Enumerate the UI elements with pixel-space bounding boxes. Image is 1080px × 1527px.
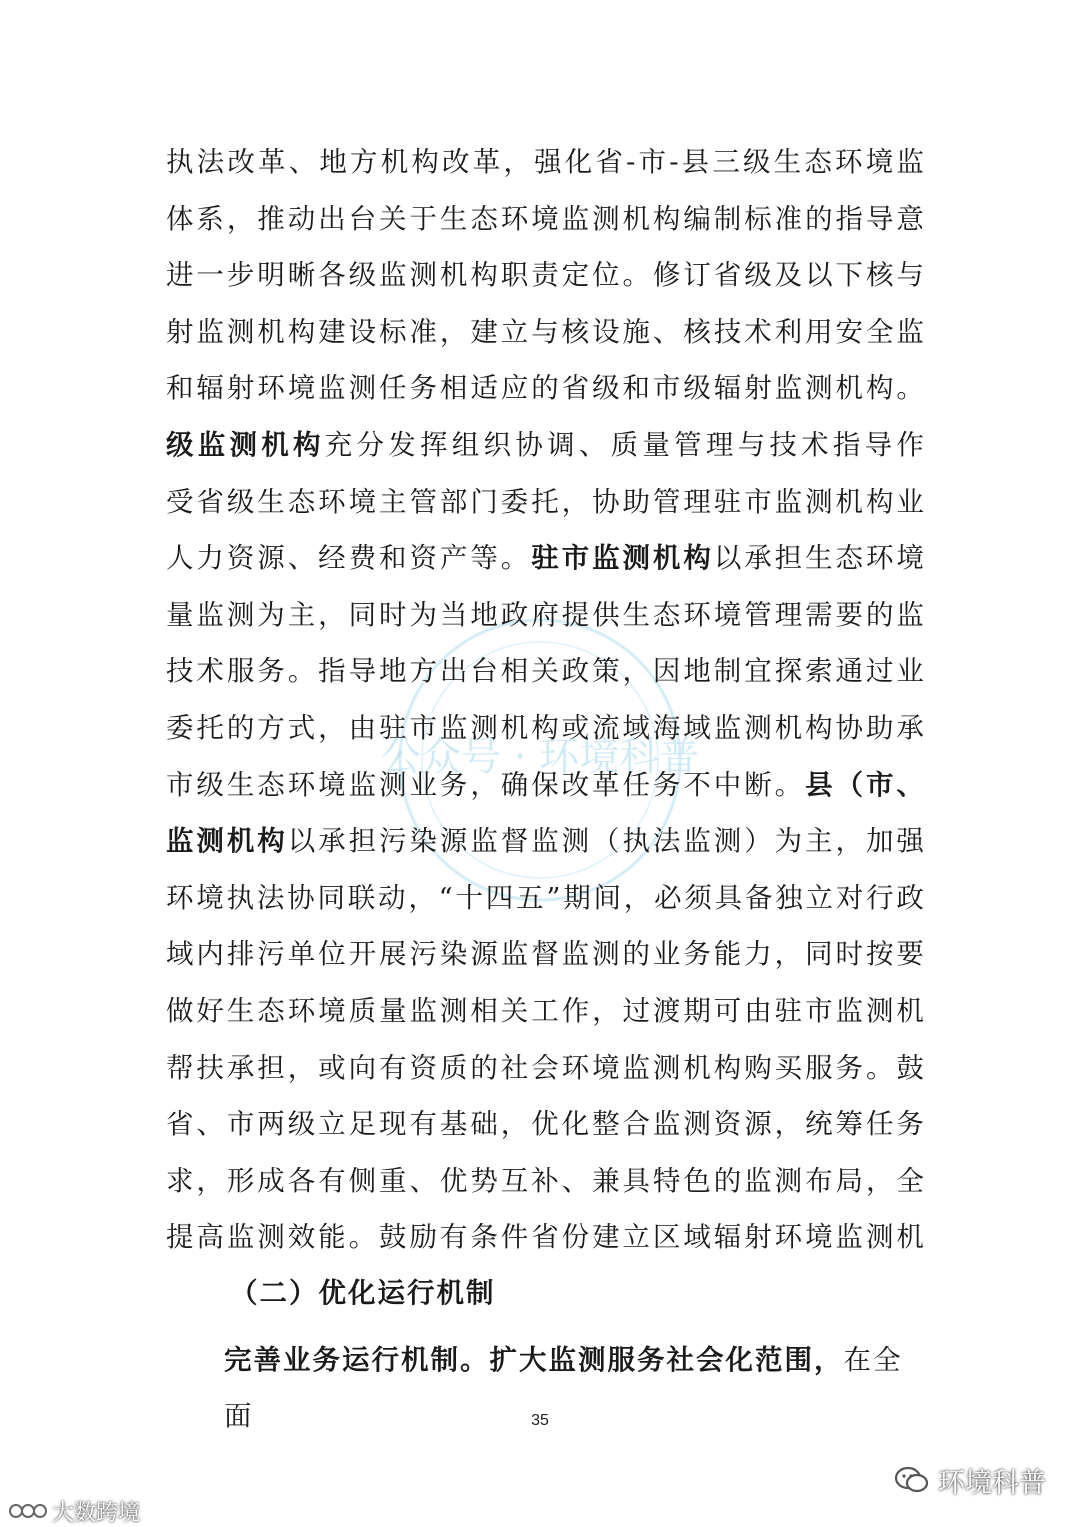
text-line bbox=[166, 926, 926, 983]
watermark-text: 公众号 · 环境科普 bbox=[380, 734, 700, 780]
text-line bbox=[166, 1209, 926, 1266]
text-line bbox=[166, 530, 926, 587]
text-line bbox=[166, 417, 926, 474]
text-line bbox=[166, 813, 926, 870]
text-line bbox=[166, 870, 926, 927]
bold-text: 驻市监测机构 bbox=[531, 542, 714, 575]
text-segment: 委托的方式，由驻市监测机构或流域海域监测机构协助承 bbox=[166, 711, 926, 744]
text-segment: 以承担生态环境 bbox=[713, 542, 926, 575]
text-segment: 做好生态环境质量监测相关工作，过渡期可由驻市监测机 bbox=[166, 994, 926, 1027]
text-segment: 求，形成各有侧重、优势互补、兼具特色的监测布局，全 bbox=[166, 1164, 926, 1197]
text-segment: 域内排污单位开展污染源监督监测的业务能力，同时按要 bbox=[166, 938, 926, 971]
text-line bbox=[166, 757, 926, 814]
text-line bbox=[166, 1153, 926, 1210]
logo-icon bbox=[8, 1500, 48, 1522]
brand-left-label: 大数跨境 bbox=[52, 1500, 141, 1526]
page-number: 35 bbox=[531, 1412, 549, 1429]
text-segment: 执法改革、地方机构改革，强化省-市-县三级生态环境监 bbox=[166, 146, 926, 178]
bold-text: 级监测机构 bbox=[166, 428, 325, 461]
text-line bbox=[166, 1096, 926, 1153]
text-segment: 环境执法协同联动，“十四五”期间，必须具备独立对行政 bbox=[166, 881, 926, 914]
text-line bbox=[166, 304, 926, 361]
text-segment: 省、市两级立足现有基础，优化整合监测资源，统筹任务 bbox=[166, 1108, 926, 1141]
body-paragraph bbox=[166, 134, 926, 1266]
text-line bbox=[166, 700, 926, 757]
text-segment: 充分发挥组织协调、质量管理与技术指导作 bbox=[324, 428, 926, 461]
text-segment: 量监测为主，同时为当地政府提供生态环境管理需要的监 bbox=[166, 598, 926, 631]
text-line bbox=[166, 983, 926, 1040]
text-segment: 帮扶承担，或向有资质的社会环境监测机构购买服务。鼓 bbox=[166, 1051, 926, 1084]
text-line bbox=[166, 360, 926, 417]
text-line bbox=[166, 247, 926, 304]
text-segment: 射监测机构建设标准，建立与核设施、核技术利用安全监 bbox=[166, 315, 926, 348]
text-line bbox=[166, 191, 926, 248]
text-segment: 市级生态环境监测业务，确保改革任务不中断。 bbox=[166, 768, 806, 801]
last-paragraph-text: 在全面 bbox=[224, 1344, 903, 1432]
text-segment: 进一步明晰各级监测机构职责定位。修订省级及以下核与 bbox=[166, 259, 926, 292]
text-line bbox=[166, 1040, 926, 1097]
text-segment: 受省级生态环境主管部门委托，协助管理驻市监测机构业 bbox=[166, 485, 926, 518]
text-line bbox=[166, 587, 926, 644]
text-segment: 以承担污染源监督监测（执法监测）为主，加强 bbox=[287, 825, 926, 858]
brand-watermark-left bbox=[8, 1496, 140, 1526]
text-line bbox=[166, 474, 926, 531]
last-paragraph-bold: 完善业务运行机制。扩大监测服务社会化范围， bbox=[224, 1344, 844, 1376]
brand-watermark-right bbox=[894, 1460, 1046, 1500]
text-segment: 技术服务。指导地方出台相关政策，因地制宜探索通过业 bbox=[166, 655, 926, 688]
text-segment: 和辐射环境监测任务相适应的省级和市级辐射监测机构。 bbox=[166, 372, 926, 405]
text-segment: 提高监测效能。鼓励有条件省份建立区域辐射环境监测机 bbox=[166, 1221, 926, 1254]
brand-right-label: 环境科普 bbox=[938, 1467, 1046, 1499]
text-segment: 体系，推动出台关于生态环境监测机构编制标准的指导意 bbox=[166, 202, 926, 235]
text-line bbox=[166, 643, 926, 700]
text-segment: 人力资源、经费和资产等。 bbox=[166, 542, 532, 575]
bold-text: 监测机构 bbox=[166, 825, 288, 858]
section-subheading: （二）优化运行机制 bbox=[230, 1277, 496, 1309]
text-line bbox=[166, 134, 926, 191]
wechat-icon bbox=[894, 1465, 930, 1495]
bold-text: 县（市、 bbox=[805, 768, 926, 801]
